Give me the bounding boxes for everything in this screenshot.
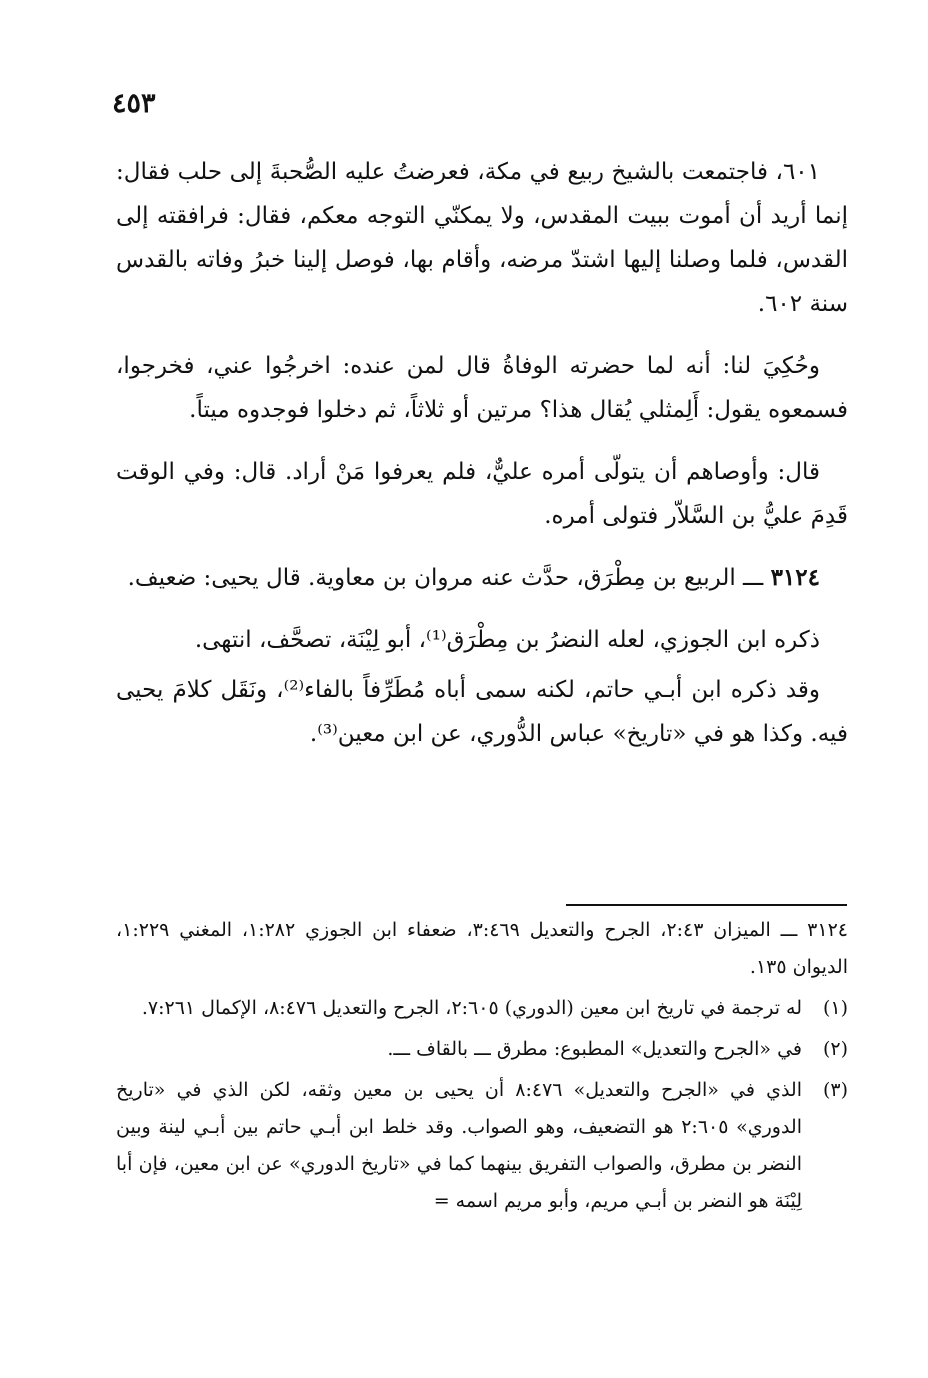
footnote-2 <box>116 1031 848 1068</box>
entry-number: ٣١٢٤ <box>770 564 820 591</box>
footnote-3 <box>116 1072 848 1220</box>
entry-3124 <box>116 556 848 600</box>
footnote-2-marker: (٢) <box>822 1038 848 1060</box>
footnote-3-marker: (٣) <box>822 1079 848 1101</box>
footnote-entry-ref <box>116 912 848 986</box>
entry-text: ـــ الربيع بن مِطْرَق، حدَّث عنه مروان بن معاوية. قال يحيى: ضعيف. <box>127 565 771 591</box>
footnotes <box>116 912 848 1224</box>
page-number: ٤٥٣ <box>112 88 156 119</box>
paragraph-death-account: وحُكِيَ لنا: أنه لما حضرته الوفاةُ قال لمن عنده: اخرجُوا عني، فخرجوا، فسمعوه يقول: أَلِمثلي يُقال هذا؟ مرتين أو ثلاثاً، ثم دخلوا فوجدوه ميتاً. <box>116 353 848 423</box>
paragraph-bequest: قال: وأوصاهم أن يتولّى أمره عليٌّ، فلم يعرفوا مَنْ أراد. قال: وفي الوقت قَدِمَ عليُّ بن السَّلاّر فتولى أمره. <box>116 459 848 529</box>
paragraph-travel-to-jerusalem: ٦٠١، فاجتمعت بالشيخ ربيع في مكة، فعرضتُ عليه الصُّحبةَ إلى حلب فقال: إنما أريد أن أموت ببيت المقدس، ولا يمكنّي التوجه معكم، فقال: فرافقته إلى القدس، فلما وصلنا إليها اشتدّ مرضه، وأقام بها، فوصل إلينا خبرُ وفاته بالقدس سنة ٦٠٢. <box>116 159 848 317</box>
footnote-entry-text: الميزان ٢:٤٣، الجرح والتعديل ٣:٤٦٩، ضعفاء ابن الجوزي ١:٢٨٢، المغني ١:٢٢٩، الديوان ١٣٥. <box>116 919 848 978</box>
footnote-1-text: له ترجمة في تاريخ ابن معين (الدوري) ٢:٦٠٥، الجرح والتعديل ٨:٤٧٦، الإكمال ٧:٢٦١. <box>141 997 802 1019</box>
footnote-entry-marker: ٣١٢٤ ـــ <box>780 919 848 941</box>
footnote-divider <box>566 904 847 906</box>
paragraph-ibn-abi-hatim: وقد ذكره ابن أبـي حاتم، لكنه سمى أباه مُطَرِّفاً بالفاء⁽²⁾، ونَقَل كلامَ يحيى فيه. وكذا هو في «تاريخ» عباس الدُّوري، عن ابن معين⁽³⁾. <box>116 677 848 747</box>
footnote-1-marker: (١) <box>822 997 848 1019</box>
footnote-1 <box>116 990 848 1027</box>
paragraph-ibn-jawzi: ذكره ابن الجوزي، لعله النضرُ بن مِطْرَق⁽¹⁾، أبو لِيْنَة، تصحَّف، انتهى. <box>194 627 820 653</box>
footnote-3-text: الذي في «الجرح والتعديل» ٨:٤٧٦ أن يحيى بن معين وثقه، لكن الذي في «تاريخ الدوري» ٢:٦٠٥ هو التضعيف، وهو الصواب. وقد خلط ابن أبـي حاتم بين أبـي لينة وبين النضر بن مطرق، والصواب التفريق بينهما كما في «تاريخ الدوري» عن ابن معين، فإن أبا لِيْنَة هو النضر بن أبـي مريم، وأبو مريم اسمه = <box>116 1079 802 1212</box>
footnote-2-text: في «الجرح والتعديل» المطبوع: مطرق ـــ بالقاف ـــ. <box>387 1038 802 1060</box>
main-text <box>116 150 848 774</box>
